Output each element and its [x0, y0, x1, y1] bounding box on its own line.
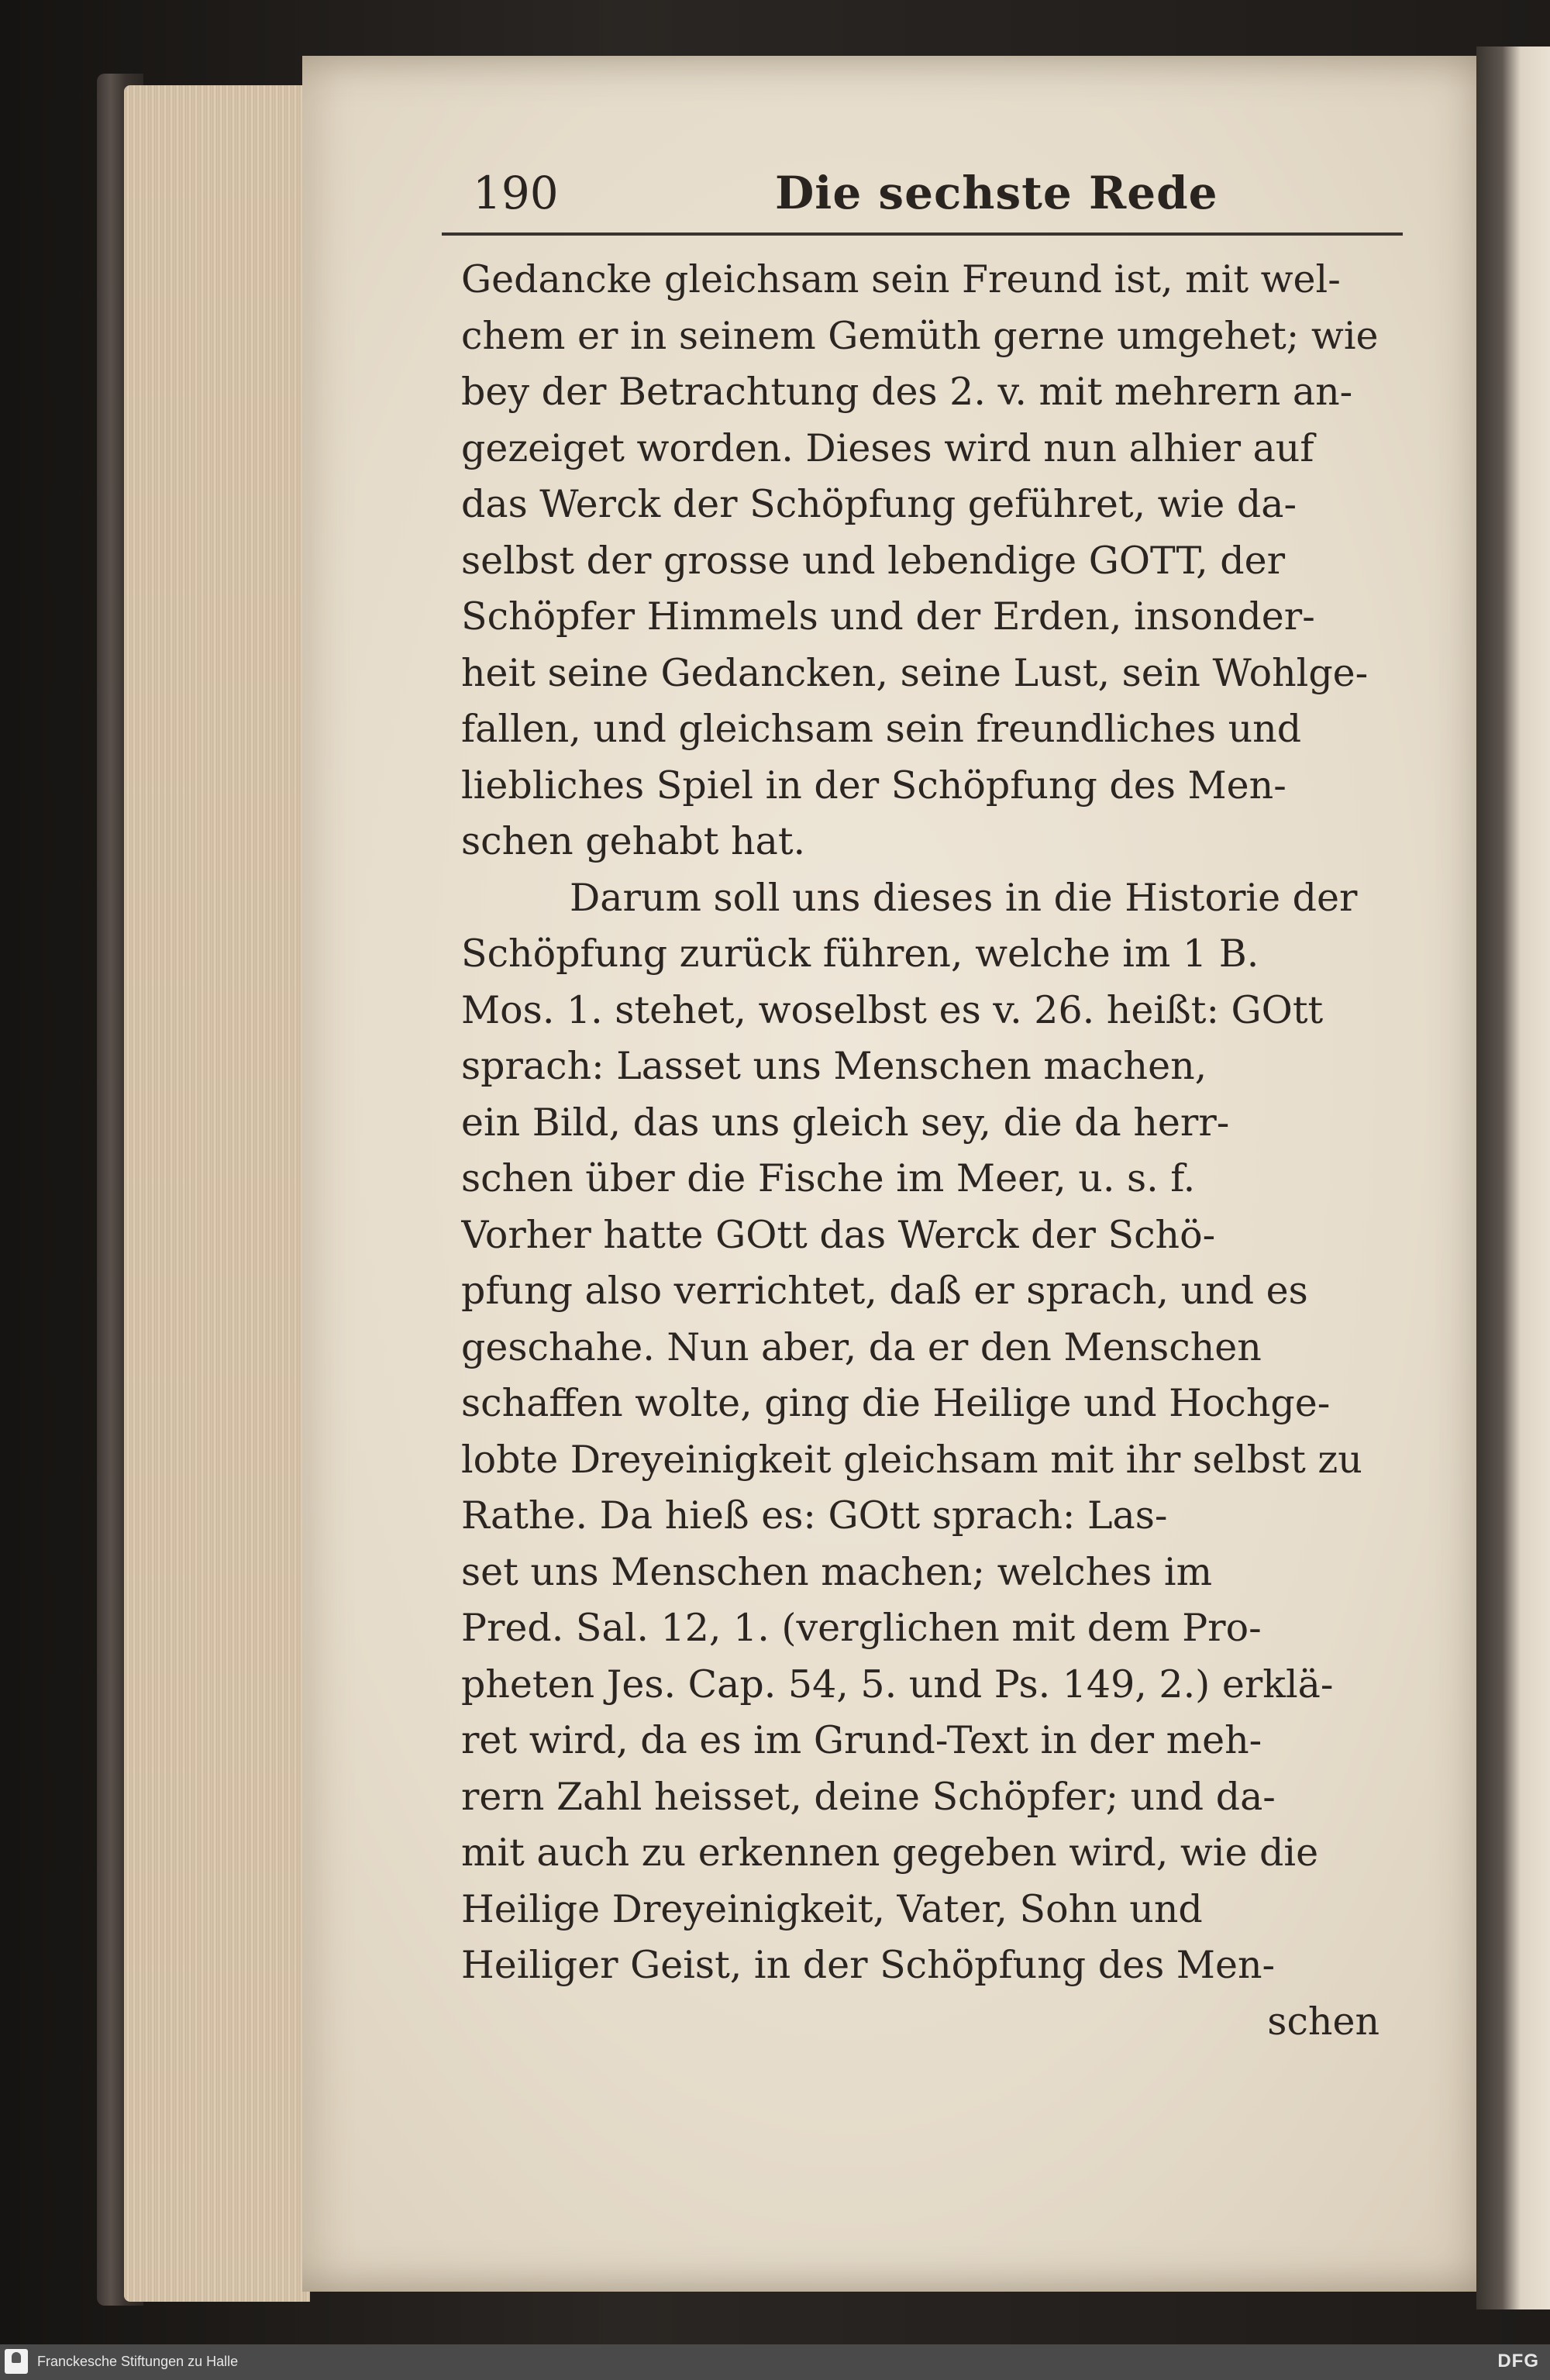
page-number: 190 [473, 167, 559, 219]
text-line: Heiliger Geist, in der Schöpfung des Men- [461, 1943, 1276, 1987]
text-line: lobte Dreyeinigkeit gleichsam mit ihr selbst zu [461, 1437, 1362, 1482]
viewer-footer [0, 2344, 1550, 2380]
text-line: Mos. 1. stehet, woselbst es v. 26. heißt: GOtt [461, 987, 1324, 1032]
text-line: chem er in seinem Gemüth gerne umgehet; wie [461, 313, 1379, 358]
text-line: Heilige Dreyeinigkeit, Vater, Sohn und [461, 1886, 1203, 1931]
text-line: ret wird, da es im Grund-Text in der meh- [461, 1718, 1262, 1762]
text-line: gezeiget worden. Dieses wird nun alhier auf [461, 425, 1314, 470]
text-line: rern Zahl heisset, deine Schöpfer; und da- [461, 1774, 1276, 1819]
text-line: bey der Betrachtung des 2. v. mit mehrern an- [461, 370, 1353, 414]
text-line: ein Bild, das uns gleich sey, die da herr- [461, 1100, 1230, 1145]
header-rule [442, 232, 1403, 236]
text-line: Pred. Sal. 12, 1. (verglichen mit dem Pro- [461, 1606, 1262, 1650]
catchword: schen [1267, 1999, 1380, 2044]
text-line: liebliches Spiel in der Schöpfung des Men- [461, 763, 1286, 808]
running-head: Die sechste Rede [775, 167, 1218, 219]
text-line: selbst der grosse und lebendige GOTT, der [461, 538, 1286, 583]
page-edges [124, 85, 310, 2302]
text-line: pfung also verrichtet, daß er sprach, und es [461, 1269, 1308, 1313]
text-line: mit auch zu erkennen gegeben wird, wie die [461, 1831, 1319, 1875]
text-line: sprach: Lasset uns Menschen machen, [461, 1044, 1207, 1088]
text-line: schaffen wolte, ging die Heilige und Hochge- [461, 1381, 1331, 1425]
text-line: heit seine Gedancken, seine Lust, sein Wohlge- [461, 650, 1369, 695]
text-line: Gedancke gleichsam sein Freund ist, mit wel- [461, 257, 1341, 301]
text-line: Schöpfer Himmels und der Erden, insonder- [461, 594, 1315, 639]
institution-logo-icon [5, 2349, 28, 2374]
text-line: fallen, und gleichsam sein freundliches und [461, 707, 1302, 751]
institution-name: Franckesche Stiftungen zu Halle [37, 2354, 239, 2369]
text-line: schen über die Fische im Meer, u. s. f. [461, 1156, 1196, 1200]
page-header [473, 167, 1410, 229]
text-line: Rathe. Da hieß es: GOtt sprach: Las- [461, 1493, 1168, 1538]
book-gutter [1476, 46, 1550, 2309]
text-line: schen gehabt hat. [461, 819, 806, 863]
dfg-logo: DFG [1497, 2351, 1539, 2371]
text-line: das Werck der Schöpfung geführet, wie da- [461, 482, 1297, 526]
text-line: set uns Menschen machen; welches im [461, 1549, 1213, 1594]
body-text [461, 252, 1414, 2050]
text-line: Schöpfung zurück führen, welche im 1 B. [461, 932, 1259, 976]
text-line: Vorher hatte GOtt das Werck der Schö- [461, 1212, 1216, 1257]
text-line: geschahe. Nun aber, da er den Menschen [461, 1324, 1262, 1369]
paragraph-start-line: Darum soll uns dieses in die Historie der [570, 875, 1358, 920]
text-line: pheten Jes. Cap. 54, 5. und Ps. 149, 2.) erklä- [461, 1662, 1334, 1707]
